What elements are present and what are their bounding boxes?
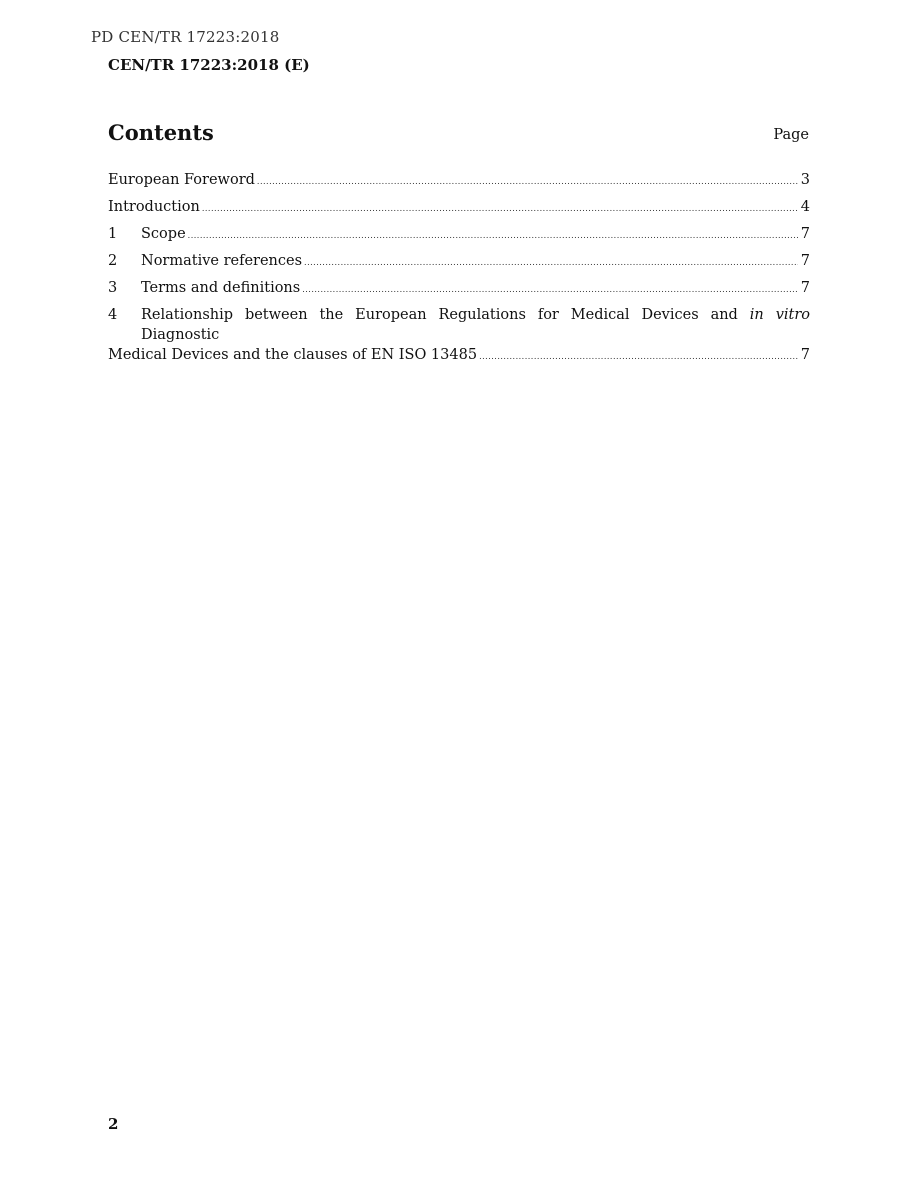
toc-dot-leader	[479, 347, 798, 367]
toc-entry-label-line-2: Medical Devices and the clauses of EN ISO 13485	[108, 347, 478, 363]
toc-dot-leader	[304, 253, 798, 273]
toc-entry-text: Relationship between the European Regulations for Medical Devices and	[141, 307, 738, 323]
toc-dot-leader	[257, 172, 798, 192]
toc-entry-number: 4	[108, 307, 118, 323]
toc-dot-leader	[188, 226, 798, 246]
toc-entry-label: Terms and definitions	[141, 280, 301, 296]
toc-entry-normative-references[interactable]	[108, 251, 810, 278]
document-id: PD CEN/TR 17223:2018	[91, 28, 280, 46]
toc-dot-leader	[202, 199, 798, 219]
toc-entry-label-line-1	[141, 305, 810, 345]
toc-entry-page: 3	[800, 172, 810, 188]
toc-entry-italic-text: in vitro	[749, 307, 811, 323]
toc-entry-introduction[interactable]	[108, 197, 810, 224]
toc-entry-relationship-regulations[interactable]	[108, 305, 810, 367]
toc-entry-european-foreword[interactable]	[108, 170, 810, 197]
toc-entry-label: Normative references	[141, 253, 303, 269]
toc-entry-line-2	[108, 345, 810, 367]
toc-entry-label: Introduction	[108, 199, 200, 215]
toc-entry-label: European Foreword	[108, 172, 255, 188]
toc-entry-page: 7	[800, 226, 810, 242]
contents-title: Contents	[108, 120, 214, 145]
toc-entry-number: 3	[108, 280, 118, 296]
table-of-contents	[108, 170, 810, 367]
toc-entry-number: 2	[108, 253, 118, 269]
toc-dot-leader	[302, 280, 798, 300]
toc-entry-page: 7	[800, 280, 810, 296]
toc-entry-scope[interactable]	[108, 224, 810, 251]
toc-entry-page: 4	[800, 199, 810, 215]
document-reference: CEN/TR 17223:2018 (E)	[108, 56, 310, 74]
toc-entry-number: 1	[108, 226, 118, 242]
toc-entry-label: Scope	[141, 226, 186, 242]
toc-entry-page: 7	[800, 253, 810, 269]
toc-entry-page: 7	[800, 347, 810, 363]
page-number: 2	[108, 1115, 119, 1133]
toc-entry-terms-and-definitions[interactable]	[108, 278, 810, 305]
toc-entry-line-1	[108, 305, 810, 345]
page-column-label: Page	[773, 127, 809, 143]
toc-entry-text: Diagnostic	[141, 327, 220, 343]
